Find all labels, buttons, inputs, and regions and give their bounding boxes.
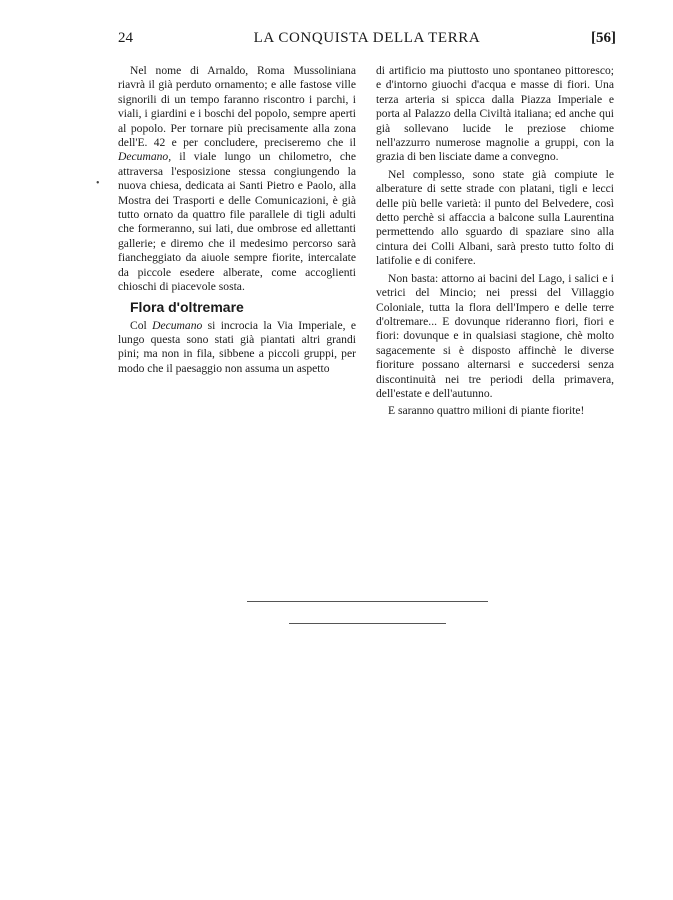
left-column	[118, 64, 356, 376]
paragraph: E saranno quattro milioni di piante fiorite!	[388, 404, 585, 418]
right-column	[376, 64, 614, 419]
issue-number: [56]	[591, 30, 616, 46]
paragraph: Non basta: attorno ai bacini del Lago, i salici e i vetrici del Mincio; nei pressi del Villaggio Coloniale, tutta la flora dell'Impero e delle terre d'oltremare... E dovunque rideranno fiori, fiori e fiori: dovunque e in qualsiasi stagione, chè molto sagacemente si è disposto affinchè le diverse fioriture possano alternarsi e succedersi senza discontinuità nei tre periodi della primavera, dell'estate e dell'autunno.	[376, 271, 614, 400]
section-heading: Flora d'oltremare	[130, 298, 244, 315]
divider-rule	[247, 601, 488, 602]
paragraph: Nel nome di Arnaldo, Roma Mussoliniana riavrà il già perduto ornamento; e alle fastose ville signorili di un tempo faranno riscontro i parchi, i viali, i giardini e i boschi del popolo, sempre aperti al popolo. Per tornare più precisamente alla zona dell'E. 42 e per concludere, preciseremo che il Decumano, il viale lungo un chilometro, che attraversa l'esposizione stessa congiungendo la nuova chiesa, dedicata ai Santi Pietro e Paolo, alla Mostra dei Trasporti e delle Comunicazioni, è già tutto ornato da quattro file parallele di tigli adulti che formeranno, sui lati, due ombrose ed allettanti gallerie; e diremo che il medesimo percorso sarà fiancheggiato da aiuole sempre fiorite, intercalate da piccole esedere alberate, come accoglienti chioschi di piacevole sosta.	[118, 64, 356, 294]
page-header	[118, 30, 616, 52]
paragraph: Col Decumano si incrocia la Via Imperiale, e lungo questa sono stati già piantati altri grandi pini; ma non in fila, sibbene a piccoli gruppi, per modo che il paesaggio non assuma un aspetto	[118, 318, 356, 375]
margin-dot: •	[96, 178, 100, 189]
divider-rule	[289, 623, 446, 624]
running-title: LA CONQUISTA DELLA TERRA	[253, 30, 481, 46]
page-number: 24	[118, 30, 133, 46]
paragraph: Nel complesso, sono state già compiute le alberature di sette strade con platani, tigli e lecci delle più belle varietà: il punto del Belvedere, così detto perchè si affaccia a balcone sulla Laurentina permettendo allo sguardo di spaziare sino alla cintura dei Colli Albani, sarà presto tutto folto di latifolie e di conifere.	[376, 167, 614, 268]
paragraph: di artificio ma piuttosto uno spontaneo pittoresco; e d'intorno giuochi d'acqua e masse di fiori. Una terza arteria si spicca dalla Piazza Imperiale e porta al Palazzo della Civiltà italiana; ed anche qui già sollevano lucide le preziose chiome nell'azzurro numerose magnolie a gruppi, con la grazia di ben lisciate dame a convegno.	[376, 64, 614, 164]
